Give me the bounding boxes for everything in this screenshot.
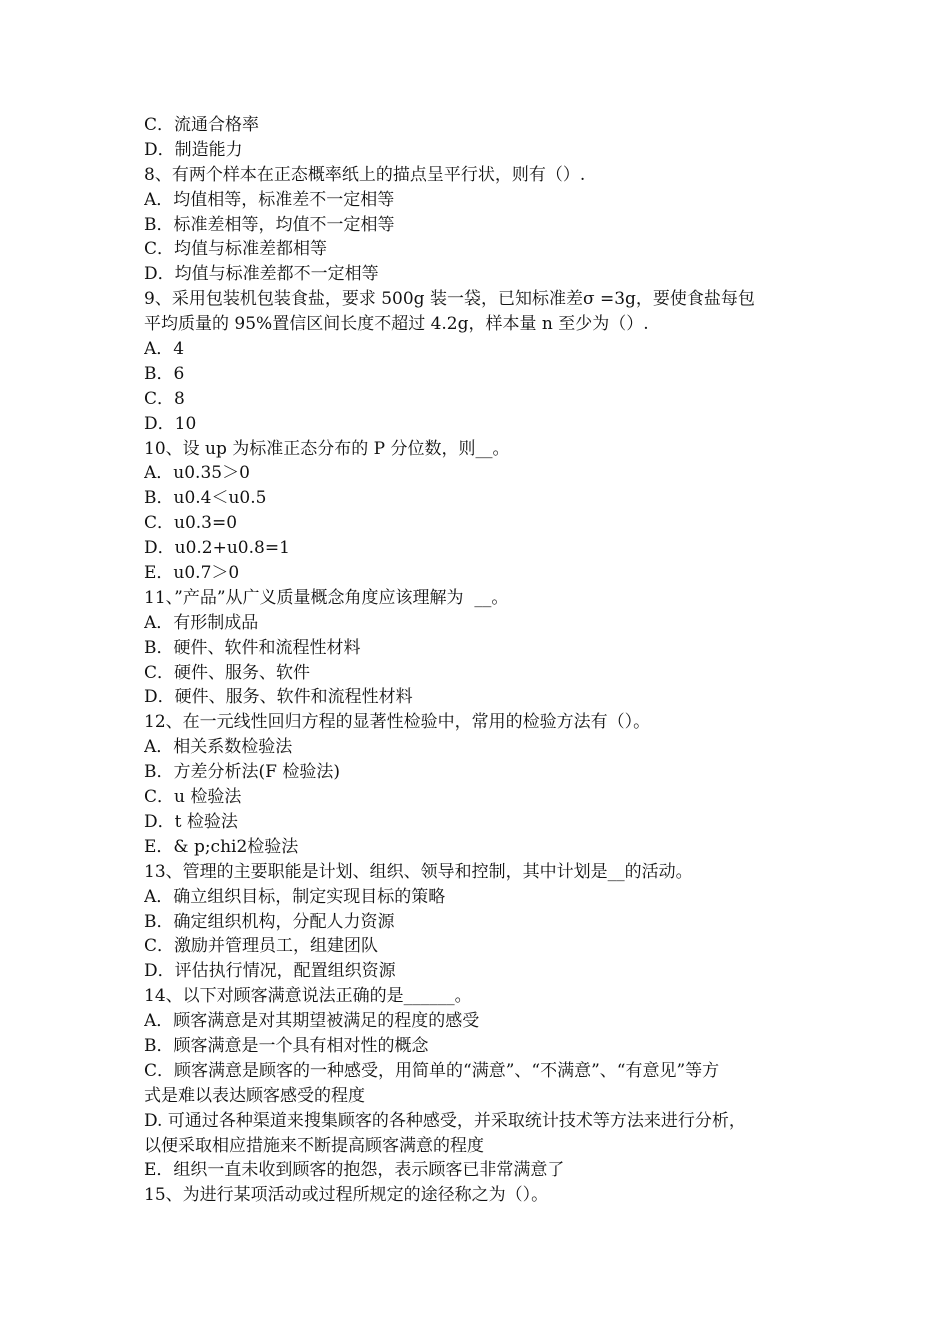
text-line: C．u0.3=0 <box>144 513 238 534</box>
text-line: A．顾客满意是对其期望被满足的程度的感受 <box>144 1011 480 1032</box>
text-line: C．硬件、服务、软件 <box>144 662 311 683</box>
text-line: E．u0.7＞0 <box>144 563 240 584</box>
text-line: 式是难以表达顾客感受的程度 <box>144 1085 365 1106</box>
text-line: 平均质量的 95%置信区间长度不超过 4.2g，样本量 n 至少为（）. <box>144 314 649 335</box>
text-line: B．u0.4＜u0.5 <box>144 488 267 509</box>
text-line: B．标准差相等，均值不一定相等 <box>144 214 395 235</box>
text-line: D．t 检验法 <box>144 811 238 832</box>
text-line: A．u0.35＞0 <box>144 463 250 484</box>
text-line: B．6 <box>144 363 185 384</box>
text-line: E．组织一直未收到顾客的抱怨，表示顾客已非常满意了 <box>144 1160 565 1181</box>
text-line: B．硬件、软件和流程性材料 <box>144 637 361 658</box>
text-line: C．激励并管理员工，组建团队 <box>144 936 379 957</box>
text-line: B．确定组织机构，分配人力资源 <box>144 911 395 932</box>
text-line: A．4 <box>144 339 185 360</box>
text-line: D．10 <box>144 413 197 434</box>
text-line: A．均值相等，标准差不一定相等 <box>144 189 395 210</box>
text-line: C．均值与标准差都相等 <box>144 239 328 260</box>
text-line: 11、”产品”从广义质量概念角度应该理解为 __。 <box>144 587 509 608</box>
text-line: 13、管理的主要职能是计划、组织、领导和控制，其中计划是__的活动。 <box>144 861 693 882</box>
text-line: 14、以下对顾客满意说法正确的是______。 <box>144 986 472 1007</box>
text-line: E．& p;chi2检验法 <box>144 836 299 857</box>
text-line: 以便采取相应措施来不断提高顾客满意的程度 <box>144 1135 484 1156</box>
text-line: D. 可通过各种渠道来搜集顾客的各种感受，并采取统计技术等方法来进行分析， <box>144 1110 746 1131</box>
text-line: D．硬件、服务、软件和流程性材料 <box>144 687 413 708</box>
text-line: 15、为进行某项活动或过程所规定的途径称之为（）。 <box>144 1185 549 1206</box>
text-line: C．8 <box>144 388 185 409</box>
text-line: C．u 检验法 <box>144 787 242 808</box>
document-body <box>144 113 814 1208</box>
text-line: 8、有两个样本在正态概率纸上的描点呈平行状，则有（）. <box>144 164 586 185</box>
text-line: A．有形制成品 <box>144 612 259 633</box>
text-line: D．制造能力 <box>144 139 243 160</box>
text-line: B．顾客满意是一个具有相对性的概念 <box>144 1035 429 1056</box>
text-line: 9、采用包装机包装食盐，要求 500g 装一袋，已知标准差σ =3g，要使食盐每包 <box>144 289 755 310</box>
text-line: 12、在一元线性回归方程的显著性检验中，常用的检验方法有（）。 <box>144 712 651 733</box>
text-line: B．方差分析法(F 检验法) <box>144 762 340 783</box>
text-line: C．顾客满意是顾客的一种感受，用简单的“满意”、“不满意”、“有意见”等方 <box>144 1060 720 1081</box>
text-line: C．流通合格率 <box>144 115 260 135</box>
text-line: A．相关系数检验法 <box>144 737 293 758</box>
text-line: D．评估执行情况，配置组织资源 <box>144 961 396 982</box>
text-line: 10、设 up 为标准正态分布的 P 分位数，则__。 <box>144 438 510 459</box>
text-line: D．均值与标准差都不一定相等 <box>144 264 379 285</box>
text-line: A．确立组织目标，制定实现目标的策略 <box>144 886 446 907</box>
text-line: D．u0.2+u0.8=1 <box>144 538 290 559</box>
